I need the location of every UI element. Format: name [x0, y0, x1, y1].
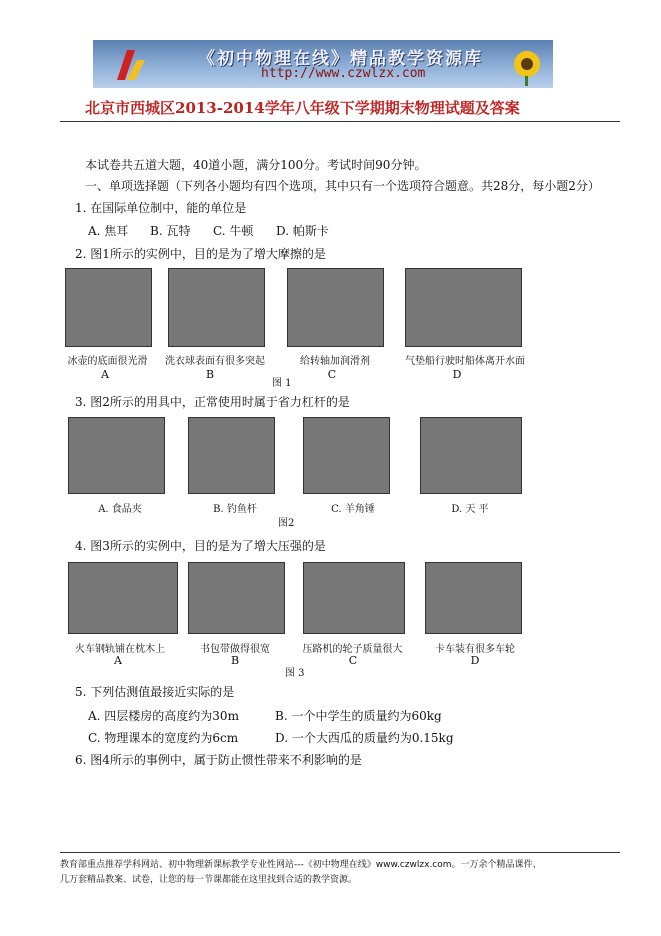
q2-letter-c: C: [327, 368, 337, 381]
q3-caption-d: D. 天 平: [451, 504, 489, 515]
q4-caption-d: 卡车装有很多车轮: [435, 644, 515, 655]
question-6-stem: 6. 图4所示的事例中，属于防止惯性带来不利影响的是: [75, 753, 362, 767]
q2-photo-lubricant: [287, 268, 384, 347]
footer-line-1: 教育部重点推荐学科网站、初中物理新课标教学专业性网站---《初中物理在线》www.czwlzx.com。一万余个精品课件、: [60, 860, 542, 870]
question-1-stem: 1. 在国际单位制中，能的单位是: [75, 201, 247, 215]
banner-title: 《初中物理在线》精品教学资源库: [198, 49, 483, 69]
q1-option-d: D. 帕斯卡: [276, 224, 329, 238]
q3-caption-a: A. 食品夹: [98, 504, 142, 515]
q4-photo-truck: [425, 562, 522, 634]
q3-photo-balance: [420, 417, 522, 494]
q1-option-b: B. 瓦特: [150, 224, 191, 238]
q4-letter-c: C: [348, 654, 358, 667]
q2-photo-curling: [65, 268, 152, 347]
figure-2-label: 图2: [278, 518, 295, 529]
q3-caption-b: B. 钓鱼杆: [213, 504, 257, 515]
q2-caption-c: 给转轴加润滑剂: [300, 356, 370, 367]
site-logo-icon: [113, 46, 149, 82]
q5-option-d: D. 一个大西瓜的质量约为0.15kg: [275, 731, 454, 745]
q2-letter-d: D: [452, 368, 462, 381]
q3-photo-fishing-rod: [188, 417, 275, 494]
q4-caption-a: 火车钢轨铺在枕木上: [75, 644, 165, 655]
footer-text: [60, 858, 620, 888]
q3-caption-c: C. 羊角锤: [331, 504, 375, 515]
figure-3-label: 图 3: [285, 668, 305, 679]
title-divider: [60, 121, 620, 122]
document-title: 北京市西城区2013-2014学年八年级下学期期末物理试题及答案: [85, 99, 520, 117]
q2-caption-d: 气垫船行驶时船体离开水面: [405, 356, 525, 367]
q4-caption-c: 压路机的轮子质量很大: [302, 644, 403, 655]
q4-photo-road-roller: [303, 562, 405, 634]
q5-option-a: A. 四层楼房的高度约为30m: [88, 709, 239, 723]
q2-caption-b: 洗衣球表面有很多突起: [165, 356, 265, 367]
question-5-stem: 5. 下列估测值最接近实际的是: [75, 685, 235, 699]
q5-option-b: B. 一个中学生的质量约为60kg: [275, 709, 442, 723]
q4-photo-railway-track: [68, 562, 178, 634]
q4-letter-a: A: [114, 654, 122, 667]
figure-1-label: 图 1: [272, 378, 292, 389]
header-banner: [93, 40, 553, 88]
q4-photo-schoolbag: [188, 562, 285, 634]
q2-letter-a: A: [101, 368, 109, 381]
footer-line-2: 几万套精品教案、试卷，让您的每一节课都能在这里找到合适的教学资源。: [60, 875, 358, 885]
q3-photo-food-tongs: [68, 417, 165, 494]
q4-caption-b: 书包带做得很宽: [200, 644, 270, 655]
q2-letter-b: B: [205, 368, 215, 381]
q2-photo-hovercraft: [405, 268, 522, 347]
q2-photo-laundry-balls: [168, 268, 265, 347]
question-4-stem: 4. 图3所示的实例中，目的是为了增大压强的是: [75, 539, 326, 553]
q1-option-c: C. 牛顿: [213, 224, 254, 238]
q2-caption-a: 冰壶的底面很光滑: [67, 356, 148, 367]
question-2-stem: 2. 图1所示的实例中，目的是为了增大摩擦的是: [75, 247, 326, 261]
q4-letter-d: D: [470, 654, 480, 667]
q4-letter-b: B: [230, 654, 240, 667]
exam-intro: 本试卷共五道大题，40道小题，满分100分。考试时间90分钟。: [85, 158, 427, 172]
footer-divider: [60, 852, 620, 853]
banner-url[interactable]: http://www.czwlzx.com: [261, 66, 426, 81]
section-heading: 一、单项选择题（下列各小题均有四个选项，其中只有一个选项符合题意。共28分，每小题2分）: [85, 179, 600, 193]
sunflower-icon: [505, 46, 549, 86]
q1-option-a: A. 焦耳: [88, 224, 129, 238]
question-3-stem: 3. 图2所示的用具中，正常使用时属于省力杠杆的是: [75, 395, 350, 409]
q5-option-c: C. 物理课本的宽度约为6cm: [88, 731, 239, 745]
q3-photo-claw-hammer: [303, 417, 390, 494]
